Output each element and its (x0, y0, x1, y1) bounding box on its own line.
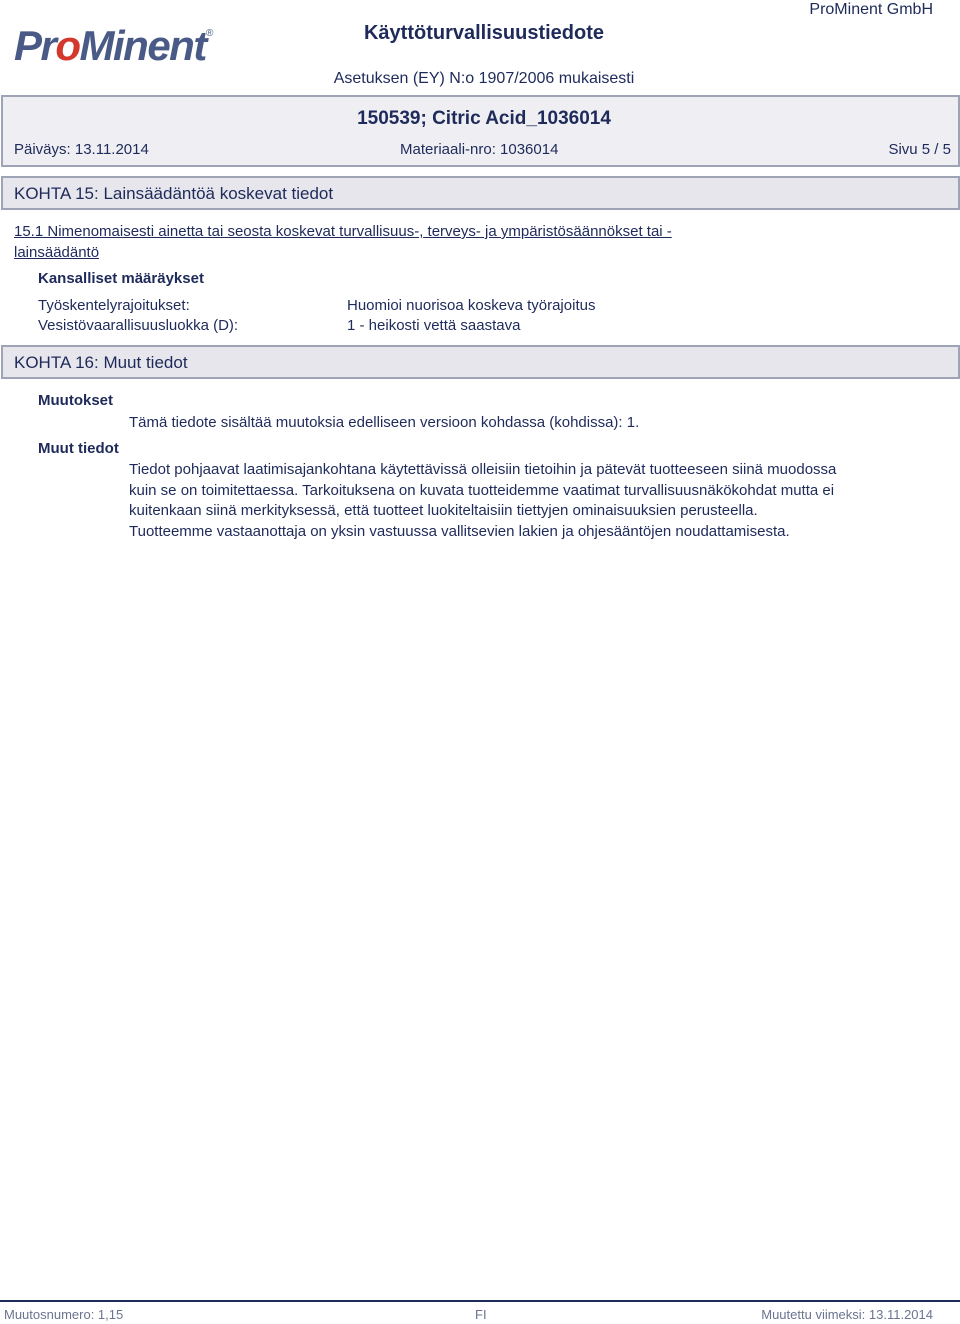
product-name: 150539; Citric Acid_1036014 (357, 108, 611, 129)
work-restrictions-value: Huomioi nuorisoa koskeva työrajoitus (347, 297, 596, 314)
material-number: Materiaali-nro: 1036014 (400, 141, 559, 158)
work-restrictions-label: Työskentelyrajoitukset: (38, 297, 190, 314)
document-date: Päiväys: 13.11.2014 (14, 141, 149, 158)
language-code: FI (475, 1307, 487, 1322)
svg-text:®: ® (206, 28, 214, 39)
other-info-text: Tiedot pohjaavat laatimisajankohtana käytettävissä olleisiin tietoihin ja pätevät tuotteeseen siinä muodossa kuin se on toimitettaessa. Tarkoituksena on kuvata tuotteidemme vaatimat turvallisuusnäkökohdat mutta ei kuitenkaan siinä merkityksessä, että tuotteet luokiteltaisiin tiettyjen ominaisuuksien perusteella. Tuotteemme vastaanottaja on yksin vastuussa vallitsevien lakien ja ohjesääntöjen noudattamisesta. (129, 461, 837, 540)
changes-heading: Muutokset (38, 392, 113, 409)
section-16-title: KOHTA 16: Muut tiedot (14, 353, 188, 372)
section-15-title: KOHTA 15: Lainsäädäntöä koskevat tiedot (14, 184, 334, 203)
document-subtitle: Asetuksen (EY) N:o 1907/2006 mukaisesti (333, 70, 635, 87)
water-hazard-class-label: Vesistövaarallisuusluokka (D): (38, 317, 239, 334)
svg-text:ProMinent: ProMinent (14, 22, 206, 69)
changes-text: Tämä tiedote sisältää muutoksia edelliseen versioon kohdassa (kohdissa): 1. (129, 414, 640, 431)
other-info-heading: Muut tiedot (38, 440, 119, 457)
national-regulations-heading: Kansalliset määräykset (38, 270, 204, 287)
water-hazard-class-value: 1 - heikosti vettä saastava (347, 317, 521, 334)
last-modified: Muutettu viimeksi: 13.11.2014 (761, 1307, 933, 1322)
revision-number: Muutosnumero: 1,15 (4, 1307, 124, 1322)
page-number: Sivu 5 / 5 (888, 141, 951, 158)
footer-divider (0, 1300, 960, 1302)
document-title: Käyttöturvallisuustiedote (363, 22, 605, 44)
section-15-1-heading: 15.1 Nimenomaisesti ainetta tai seosta koskevat turvallisuus-, terveys- ja ympäristösäännökset tai -lainsäädäntö (14, 223, 672, 261)
company-name: ProMinent GmbH (809, 1, 933, 18)
